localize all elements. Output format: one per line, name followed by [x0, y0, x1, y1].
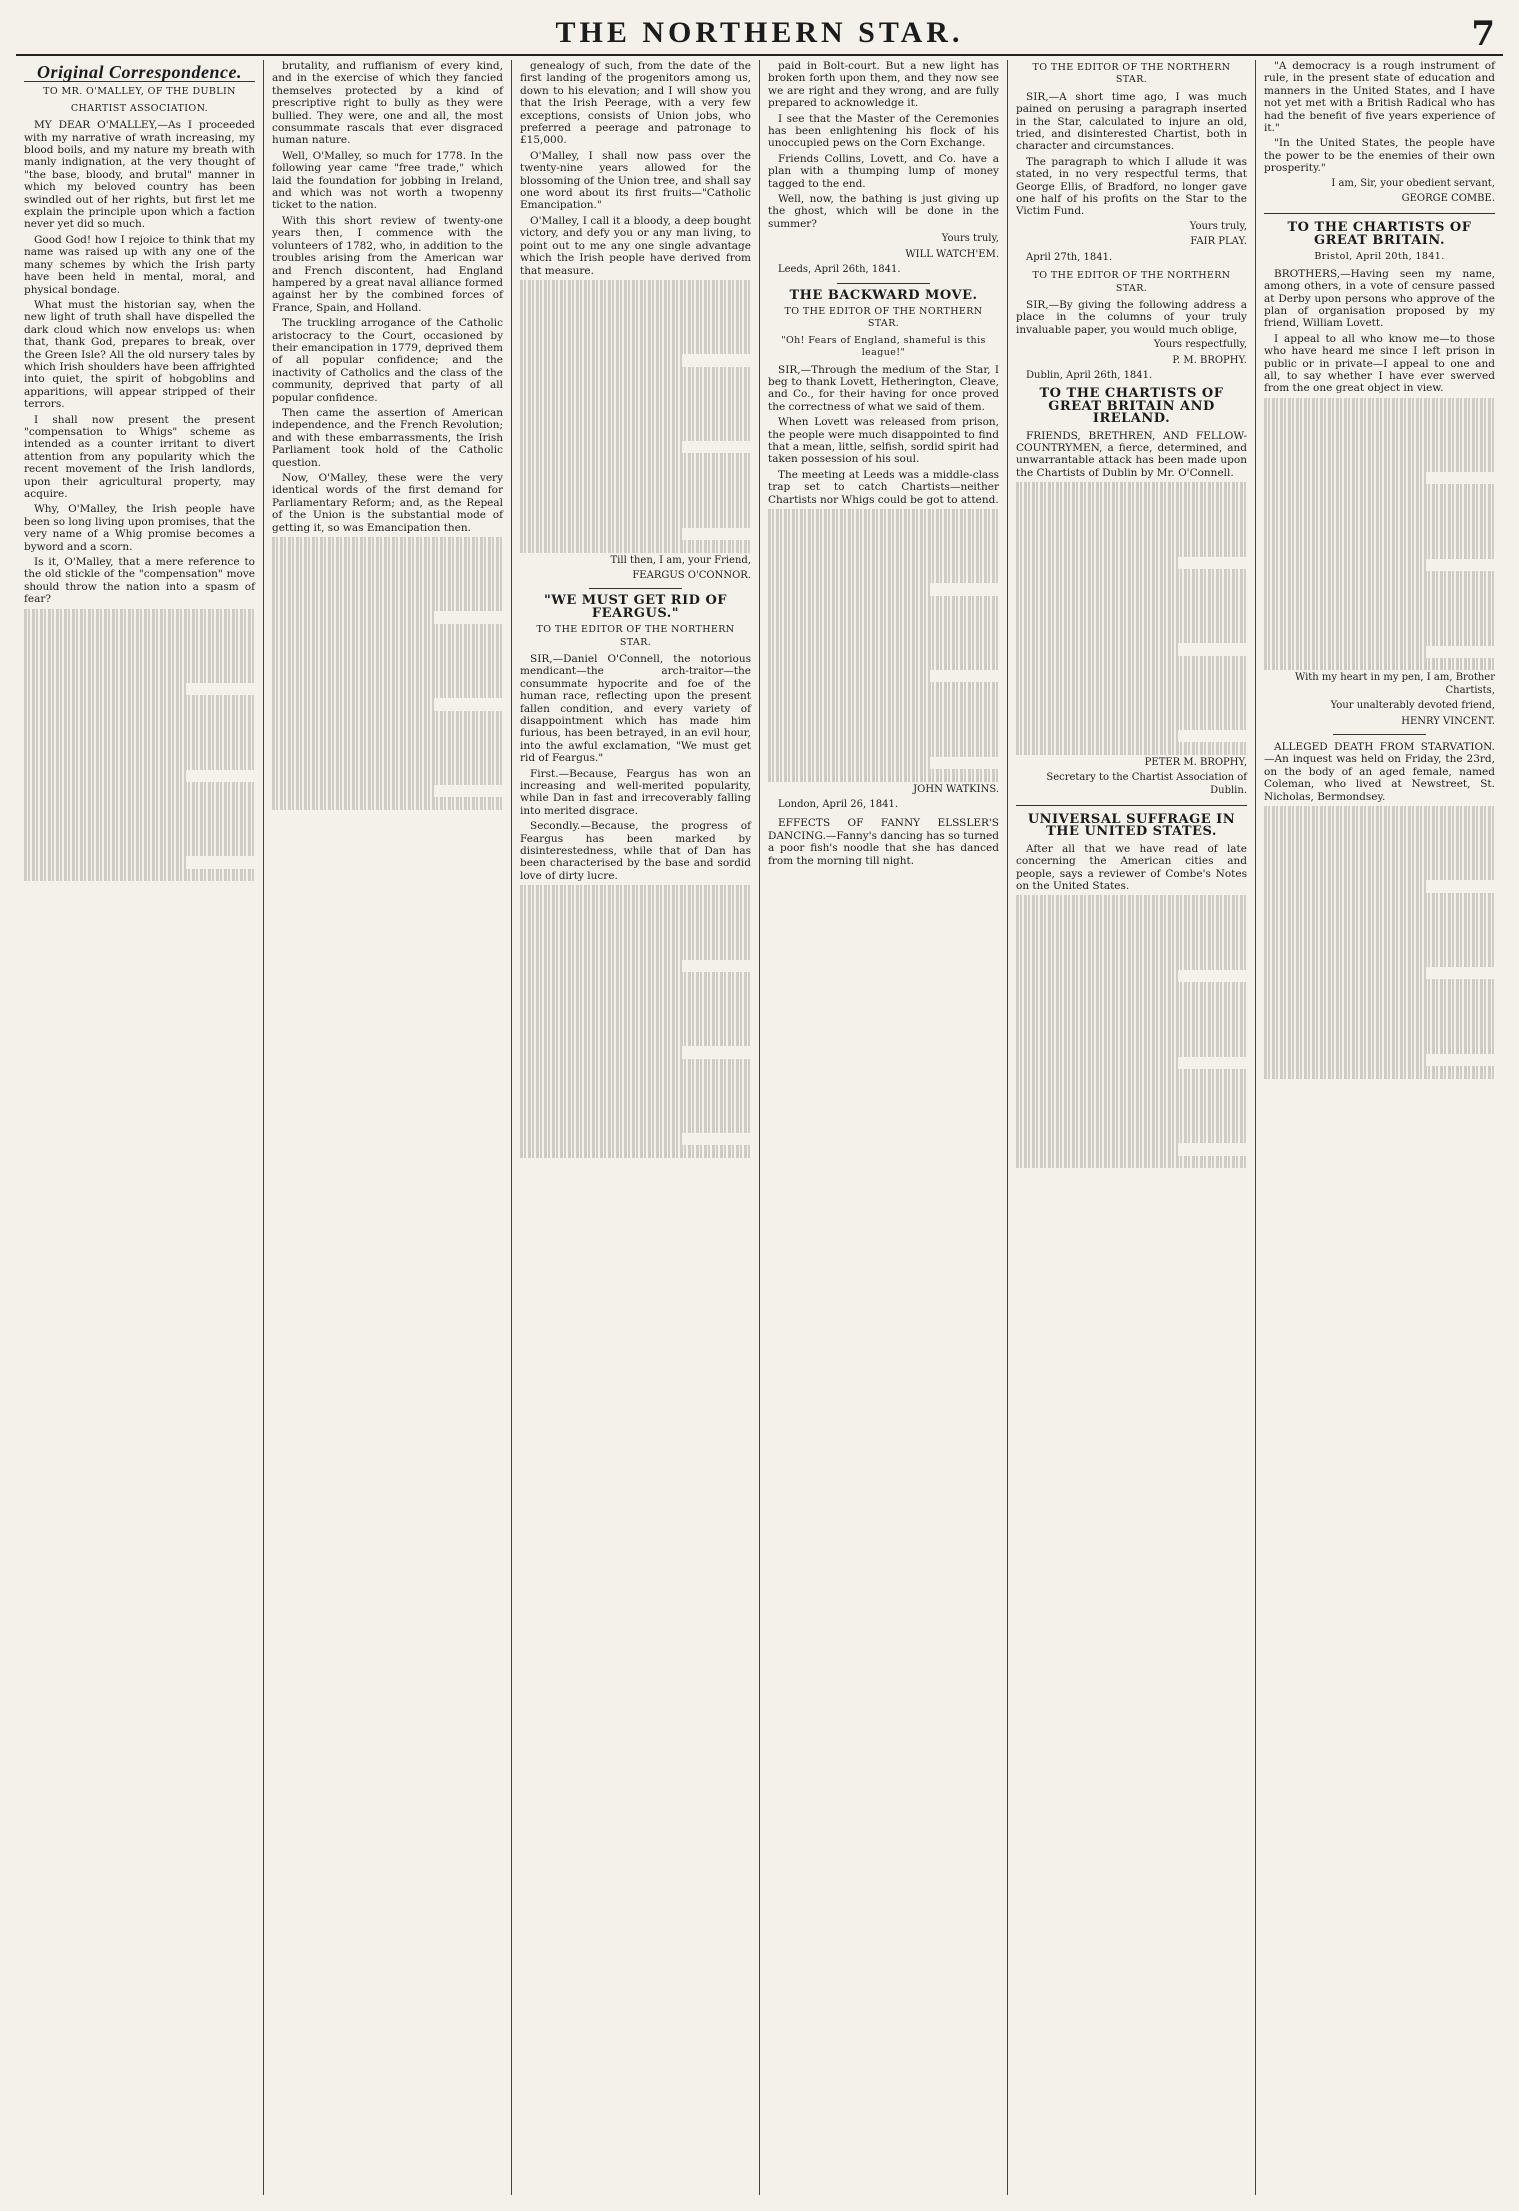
text-line — [1264, 658, 1495, 670]
paragraph: Why, O'Malley, the Irish people have been so long living upon promises, that the very name of a Whig promise becomes a byword and a scorn. — [24, 503, 255, 553]
text-line — [520, 1084, 751, 1096]
text-line — [1264, 522, 1495, 534]
text-line — [1016, 1044, 1247, 1056]
signature-line: I am, Sir, your obedient servant, — [1331, 177, 1495, 189]
divider — [1264, 213, 1495, 214]
text-line — [768, 707, 999, 719]
text-line — [1016, 718, 1247, 730]
signature-name: FAIR PLAY. — [1190, 236, 1247, 248]
signature-line: Till then, I am, your Friend, — [610, 554, 751, 566]
text-line — [520, 1121, 751, 1133]
text-line — [24, 695, 255, 707]
text-line — [520, 1108, 751, 1120]
text-line — [520, 478, 751, 490]
text-line — [1016, 1094, 1247, 1106]
text-line — [1264, 633, 1495, 645]
column-2 — [264, 60, 512, 2195]
text-line — [1264, 1017, 1495, 1029]
text-line — [1264, 880, 1426, 892]
signature-name: GEORGE COMBE. — [1401, 193, 1495, 205]
text-line — [1264, 460, 1495, 472]
divider — [589, 588, 681, 589]
column-6 — [1256, 60, 1503, 2195]
text-line — [1016, 618, 1247, 630]
paragraph: O'Malley, I call it a bloody, a deep bought victory, and defy you or any man living, to point out to me any one single advantage which the Irish people have derived from that measure. — [520, 214, 751, 277]
text-line — [768, 769, 999, 781]
paragraph: The paragraph to which I allude it was stated, in no very respectful terms, that George Ellis, of Bradford, no longer gave one half of his profits on the Star to the Victim Fund. — [1016, 155, 1247, 218]
text-line — [1264, 646, 1426, 658]
text-body — [272, 537, 503, 810]
text-line — [1016, 482, 1247, 494]
text-line — [272, 686, 503, 698]
paragraph: SIR,—Through the medium of the Star, I beg to thank Lovett, Hetherington, Cleave, and Co., for their having for once proved the correctness of what we said of them. — [768, 363, 999, 413]
signature-line: Yours truly, — [941, 233, 999, 245]
text-line — [1016, 1007, 1247, 1019]
text-line — [1264, 930, 1495, 942]
text-line — [520, 1059, 751, 1071]
paragraph: brutality, and ruffianism of every kind, and in the exercise of which they fancied themselves protected by a kind of prescriptive right to bully as they were bullied. They were, one and all, the most consummate rascals that ever disgraced human nature. — [272, 60, 503, 147]
text-line — [520, 1009, 751, 1021]
paragraph: When Lovett was released from prison, the people were much disappointed to find that a mean, little, selfish, sordid spirit had taken possession of his soul. — [768, 416, 999, 466]
text-line — [520, 453, 751, 465]
text-line — [1264, 1054, 1426, 1066]
text-line — [272, 735, 503, 747]
text-line — [24, 770, 186, 782]
text-line — [24, 757, 255, 769]
text-line — [1264, 571, 1495, 583]
text-line — [1264, 1066, 1495, 1078]
text-line — [520, 491, 751, 503]
text-line — [272, 723, 503, 735]
text-line — [272, 649, 503, 661]
divider — [1333, 734, 1425, 735]
text-line — [24, 646, 255, 658]
text-line — [1016, 507, 1247, 519]
text-line — [1264, 1004, 1495, 1016]
paragraph: What must the historian say, when the new light of truth shall have dispelled the dark cloud which now envelops us: when that, thank God, prepares to break, over the Green Isle? All the old nursery tales by which Irish shoulders have been affrighted into quiet, the spirit of hobgoblins and apparitions, will appear stripped of their terrors. — [24, 298, 255, 411]
article-subheading: TO THE EDITOR OF THE NORTHERN STAR. — [1032, 270, 1231, 294]
text-line — [1264, 905, 1495, 917]
text-line — [272, 636, 503, 648]
signature-name: WILL WATCH'EM. — [905, 248, 999, 260]
text-line — [1264, 979, 1495, 991]
signature-line: Yours respectfully, — [1153, 339, 1247, 351]
paragraph: Well, O'Malley, so much for 1778. In the following year came "free trade," which laid the foundation for jobbing in Ireland, and which was not worth a twopenny ticket to the nation. — [272, 149, 503, 212]
text-line — [520, 515, 751, 527]
text-line — [1264, 559, 1426, 571]
text-line — [520, 1145, 751, 1157]
text-line — [272, 772, 503, 784]
text-line — [272, 574, 503, 586]
text-line — [1016, 995, 1247, 1007]
text-line — [24, 708, 255, 720]
paragraph: The meeting at Leeds was a middle-class trap set to catch Chartists—neither Chartists nor Whigs could be got to attend. — [768, 468, 999, 506]
text-line — [1016, 532, 1247, 544]
text-line — [1016, 1131, 1247, 1143]
paragraph: Secondly.—Because, the progress of Feargus has been marked by disinterestedness, while that of Dan has been characterised by the base and sordid love of dirty lucre. — [520, 820, 751, 882]
paragraph: I appeal to all who know me—to those who have heard me since I left prison in public or in private—I appeal to one and all, to say whether I have ever swerved from the one great object in view. — [1264, 332, 1495, 395]
text-line — [1264, 856, 1495, 868]
text-line — [520, 1071, 751, 1083]
text-line — [1264, 893, 1495, 905]
newspaper-title: THE NORTHERN STAR. — [555, 16, 964, 49]
text-line — [1016, 730, 1178, 742]
text-line — [1016, 656, 1247, 668]
column-4 — [760, 60, 1008, 2195]
text-line — [272, 624, 503, 636]
text-line — [24, 671, 255, 683]
text-line — [1264, 497, 1495, 509]
column-5 — [1008, 60, 1256, 2195]
paragraph: MY DEAR O'MALLEY,—As I proceeded with my narrative of wrath increasing, my blood boils, and my nature my breath with manly indignation, at the very thought of "the base, bloody, and brutal" manner in which my beloved country has been swindled out of her rights, but first let me explain the principle upon which a faction never yet did so much. — [24, 119, 255, 231]
signature-name: FEARGUS O'CONNOR. — [632, 569, 751, 581]
text-line — [1264, 818, 1495, 830]
text-line — [1016, 1106, 1247, 1118]
text-line — [1264, 447, 1495, 459]
text-line — [520, 1046, 682, 1058]
text-line — [1264, 621, 1495, 633]
article-heading: "WE MUST GET RID OF FEARGUS." — [543, 593, 728, 621]
text-line — [24, 633, 255, 645]
text-line — [768, 608, 999, 620]
text-line — [768, 546, 999, 558]
paragraph: Well, now, the bathing is just giving up the ghost, which will be done in the summer? — [768, 193, 999, 230]
text-body — [1016, 482, 1247, 755]
text-line — [1016, 970, 1178, 982]
text-line — [272, 673, 503, 685]
text-line — [520, 416, 751, 428]
text-line — [520, 997, 751, 1009]
text-line — [1016, 957, 1247, 969]
text-line — [520, 391, 751, 403]
paragraph: Is it, O'Malley, that a mere reference to the old stickle of the "compensation" move should throw the nation into a spasm of fear? — [24, 556, 255, 606]
section-heading: Original Correspondence. — [24, 66, 255, 82]
text-line — [520, 885, 751, 897]
text-line — [1264, 992, 1495, 1004]
text-line — [1016, 895, 1247, 907]
text-line — [520, 441, 682, 453]
text-line — [24, 856, 186, 868]
text-line — [24, 609, 255, 621]
text-line — [24, 819, 255, 831]
text-line — [768, 645, 999, 657]
column-3 — [512, 60, 760, 2195]
paragraph: O'Malley, I shall now pass over the twenty-nine years allowed for the blossoming of the Union tree, and shall say one word about its first fruits—"Catholic Emancipation." — [520, 149, 751, 212]
text-line — [1264, 584, 1495, 596]
text-line — [272, 711, 503, 723]
article-subheading: TO THE EDITOR OF THE NORTHERN STAR. — [784, 305, 983, 330]
dateline: London, April 26, 1841. — [778, 799, 899, 810]
text-line — [1264, 843, 1495, 855]
text-line — [1264, 955, 1495, 967]
text-line — [520, 329, 751, 341]
text-body — [1016, 895, 1247, 1168]
signature-name: HENRY VINCENT. — [1401, 715, 1495, 727]
text-line — [272, 748, 503, 760]
signature-name: PETER M. BROPHY, — [1144, 756, 1247, 768]
text-line — [1016, 982, 1247, 994]
text-line — [768, 720, 999, 732]
text-line — [1264, 398, 1495, 410]
text-line — [1264, 509, 1495, 521]
text-line — [1264, 608, 1495, 620]
text-line — [520, 972, 751, 984]
text-line — [1016, 920, 1247, 932]
article-heading: UNIVERSAL SUFFRAGE IN THE UNITED STATES. — [1027, 812, 1236, 840]
text-line — [1264, 472, 1426, 484]
text-line — [768, 583, 930, 595]
paragraph: I see that the Master of the Ceremonies has been enlightening his flock of his unoccupied pews on the Corn Exchange. — [768, 112, 999, 150]
signature-name: P. M. BROPHY. — [1172, 354, 1247, 366]
text-line — [520, 466, 751, 478]
text-line — [1016, 693, 1247, 705]
text-line — [1016, 1057, 1178, 1069]
paragraph: Good God! how I rejoice to think that my name was raised up with any one of the many schemes by which the Irish party have been held in mental, moral, and physical bondage. — [24, 233, 255, 296]
article-heading: TO THE CHARTISTS OF GREAT BRITAIN AND IRELAND. — [1039, 386, 1224, 427]
text-line — [520, 947, 751, 959]
article-subheading: Bristol, April 20th, 1841. — [1314, 251, 1445, 263]
text-line — [1264, 831, 1495, 843]
text-line — [1016, 495, 1247, 507]
text-line — [768, 596, 999, 608]
text-line — [520, 1133, 682, 1145]
text-line — [768, 521, 999, 533]
text-line — [520, 503, 751, 515]
text-line — [24, 869, 255, 881]
text-line — [1264, 546, 1495, 558]
paragraph: After all that we have read of late concerning the American cities and people, says a reviewer of Combe's Notes on the United States. — [1016, 842, 1247, 893]
text-line — [1016, 594, 1247, 606]
paragraph: Now, O'Malley, these were the very identical words of the first demand for Parliamentary Reform; and, as the Repeal of the Union is the substantial mode of getting it, so was Emancipation then. — [272, 472, 503, 534]
text-body — [520, 885, 751, 1158]
text-line — [1016, 569, 1247, 581]
text-line — [520, 342, 751, 354]
text-body — [768, 509, 999, 782]
text-line — [24, 720, 255, 732]
text-line — [1264, 596, 1495, 608]
text-line — [1016, 631, 1247, 643]
text-line — [520, 910, 751, 922]
dateline: Dublin, April 26th, 1841. — [1026, 369, 1153, 381]
text-line — [1016, 1118, 1247, 1130]
article-subheading: TO THE EDITOR OF THE NORTHERN STAR. — [536, 624, 735, 648]
masthead — [16, 14, 1503, 56]
paragraph: EFFECTS OF FANNY ELSSLER'S DANCING.—Fanny's dancing has so turned a poor fish's noodle that she has danced from the morning till night. — [768, 817, 999, 867]
text-line — [272, 587, 503, 599]
text-line — [24, 658, 255, 670]
text-line — [768, 559, 999, 571]
text-line — [1264, 806, 1495, 818]
text-line — [520, 922, 751, 934]
text-line — [272, 562, 503, 574]
text-line — [768, 633, 999, 645]
epigraph: "Oh! Fears of England, shameful is this league!" — [781, 334, 986, 359]
text-line — [520, 292, 751, 304]
text-line — [520, 1022, 751, 1034]
text-line — [768, 534, 999, 546]
article-heading: TO THE CHARTISTS OF GREAT BRITAIN. — [1287, 220, 1472, 248]
text-line — [520, 305, 751, 317]
paragraph: "A democracy is a rough instrument of rule, in the present state of education and manners in the United States, and I have not yet met with a British Radical who has had the benefit of five years experience of it." — [1264, 60, 1495, 135]
text-line — [1016, 1032, 1247, 1044]
paragraph: SIR,—Daniel O'Connell, the notorious mendicant—the arch-traitor—the consummate hypocrite and foe of the human race, reflecting upon the present fallen condition, and every variety of disappointment which has made him furious, has been betrayed, in an evil hour, into the awful exclamation, "We must get rid of Feargus." — [520, 652, 751, 765]
paragraph: Friends Collins, Lovett, and Co. have a plan with a thumping lump of money tagged to the end. — [768, 152, 999, 190]
text-line — [768, 682, 999, 694]
text-line — [1016, 1019, 1247, 1031]
text-line — [768, 732, 999, 744]
text-line — [1016, 519, 1247, 531]
paragraph: First.—Because, Feargus has won an increasing and well-merited popularity, while Dan in fast and irrecoverably falling into merited disgrace. — [520, 767, 751, 817]
text-line — [520, 984, 751, 996]
text-line — [1016, 1143, 1178, 1155]
text-line — [272, 549, 503, 561]
text-line — [1016, 581, 1247, 593]
text-line — [1264, 1041, 1495, 1053]
article-heading: THE BACKWARD MOVE. — [789, 287, 978, 303]
text-line — [768, 621, 999, 633]
text-line — [272, 785, 434, 797]
text-line — [520, 528, 682, 540]
paragraph: BROTHERS,—Having seen my name, among others, in a vote of censure passed at Derby upon persons who approve of the plan of organisation proposed by my friend, William Lovett. — [1264, 267, 1495, 330]
text-line — [24, 832, 255, 844]
signature-line: Your unalterably devoted friend, — [1330, 700, 1495, 712]
paragraph: SIR,—By giving the following address a place in the columns of your truly invaluable paper, you would much oblige, — [1016, 298, 1247, 336]
text-line — [520, 379, 751, 391]
text-line — [1016, 933, 1247, 945]
text-line — [1264, 918, 1495, 930]
text-line — [1016, 742, 1247, 754]
text-line — [1264, 967, 1426, 979]
paragraph: With this short review of twenty-one years then, I commence with the volunteers of 1782, who, in addition to the troubles arising from the American war and French discontent, had England hampered by a great naval alliance formed against her by the combined forces of France, Spain, and Holland. — [272, 214, 503, 314]
text-line — [520, 404, 751, 416]
text-line — [768, 695, 999, 707]
text-line — [768, 744, 999, 756]
text-line — [1016, 945, 1247, 957]
text-line — [768, 670, 930, 682]
text-line — [520, 429, 751, 441]
text-line — [1016, 908, 1247, 920]
text-line — [24, 807, 255, 819]
text-line — [1264, 484, 1495, 496]
text-line — [24, 782, 255, 794]
text-line — [272, 537, 503, 549]
text-body — [1264, 806, 1495, 1079]
dateline: April 27th, 1841. — [1026, 251, 1113, 263]
signature-line: Secretary to the Chartist Association of Dublin. — [1046, 772, 1247, 796]
text-line — [768, 571, 999, 583]
text-line — [520, 317, 751, 329]
letter-heading: TO MR. O'MALLEY, OF THE DUBLIN — [43, 86, 236, 98]
text-line — [272, 661, 503, 673]
text-line — [1016, 705, 1247, 717]
text-line — [1016, 1156, 1247, 1168]
text-line — [24, 795, 255, 807]
paragraph: genealogy of such, from the date of the first landing of the progenitors among us, down to his elevation; and I will show you that the Irish Peerage, with a very few exceptions, consists of Union jobs, who preferred a peerage and patronage to £15,000. — [520, 60, 751, 147]
text-line — [520, 1034, 751, 1046]
columns — [16, 60, 1503, 2195]
text-line — [520, 1096, 751, 1108]
text-line — [24, 733, 255, 745]
text-line — [1264, 410, 1495, 422]
text-line — [1016, 544, 1247, 556]
paragraph: The truckling arrogance of the Catholic aristocracy to the Court, occasioned by their emancipation in 1779, deprived them of all popular confidence; and the inactivity of Catholics and the class of the community, deprived that party of all popular confidence. — [272, 317, 503, 404]
text-line — [272, 599, 503, 611]
text-body — [1264, 398, 1495, 671]
text-line — [1264, 423, 1495, 435]
text-line — [272, 797, 503, 809]
text-line — [1264, 534, 1495, 546]
text-line — [1264, 1029, 1495, 1041]
paragraph: I shall now present the present "compensation to Whigs" scheme as intended as a counter irritant to divert attention from any popularity which the recent movement of the Irish landlords, upon their agricultural property, may acquire. — [24, 413, 255, 500]
text-line — [1016, 1069, 1247, 1081]
text-line — [24, 745, 255, 757]
text-line — [768, 509, 999, 521]
paragraph: ALLEGED DEATH FROM STARVATION.—An inquest was held on Friday, the 23rd, on the body of an aged female, named Coleman, who lived at Newstreet, St. Nicholas, Bermondsey. — [1264, 740, 1495, 803]
signature-line: With my heart in my pen, I am, Brother Chartists, — [1294, 672, 1495, 696]
text-line — [24, 683, 186, 695]
text-body — [520, 280, 751, 553]
text-line — [520, 354, 682, 366]
text-line — [1264, 868, 1495, 880]
text-line — [1016, 643, 1178, 655]
signature-line: Yours truly, — [1189, 220, 1247, 232]
signature-name: JOHN WATKINS. — [913, 783, 999, 795]
text-line — [520, 960, 682, 972]
text-line — [520, 280, 751, 292]
text-line — [768, 757, 930, 769]
text-line — [1016, 668, 1247, 680]
text-line — [1016, 680, 1247, 692]
text-line — [520, 540, 751, 552]
text-line — [272, 760, 503, 772]
paragraph: paid in Bolt-court. But a new light has broken forth upon them, and they now see we are right and they wrong, and are fully prepared to acknowledge it. — [768, 60, 999, 110]
text-line — [520, 367, 751, 379]
text-line — [768, 658, 999, 670]
paragraph: SIR,—A short time ago, I was much pained on perusing a paragraph inserted in the Star, calculated to injure an old, tried, and disinterested Chartist, both in character and circumstances. — [1016, 90, 1247, 153]
text-line — [1016, 1081, 1247, 1093]
text-line — [520, 935, 751, 947]
text-line — [1264, 435, 1495, 447]
text-line — [520, 898, 751, 910]
page-number: 7 — [1471, 14, 1495, 54]
text-line — [1016, 557, 1178, 569]
text-line — [1016, 606, 1247, 618]
letter-heading-2: CHARTIST ASSOCIATION. — [70, 102, 209, 114]
text-line — [24, 844, 255, 856]
article-subheading: TO THE EDITOR OF THE NORTHERN STAR. — [1032, 62, 1231, 86]
text-line — [272, 698, 434, 710]
text-body — [24, 609, 255, 882]
paragraph: FRIENDS, BRETHREN, AND FELLOW-COUNTRYMEN, a fierce, determined, and unwarrantable attack has been made upon the Chartists of Dublin by Mr. O'Connell. — [1016, 429, 1247, 479]
paragraph: "In the United States, the people have the power to be the enemies of their own prosperity." — [1264, 137, 1495, 175]
divider — [837, 283, 929, 284]
column-1 — [16, 60, 264, 2195]
text-line — [272, 611, 434, 623]
text-line — [1264, 942, 1495, 954]
divider — [1016, 805, 1247, 806]
dateline: Leeds, April 26th, 1841. — [778, 264, 901, 276]
text-line — [24, 621, 255, 633]
paragraph: Then came the assertion of American independence, and the French Revolution; and with these embarrassments, the Irish Parliament took hold of the Catholic question. — [272, 406, 503, 469]
